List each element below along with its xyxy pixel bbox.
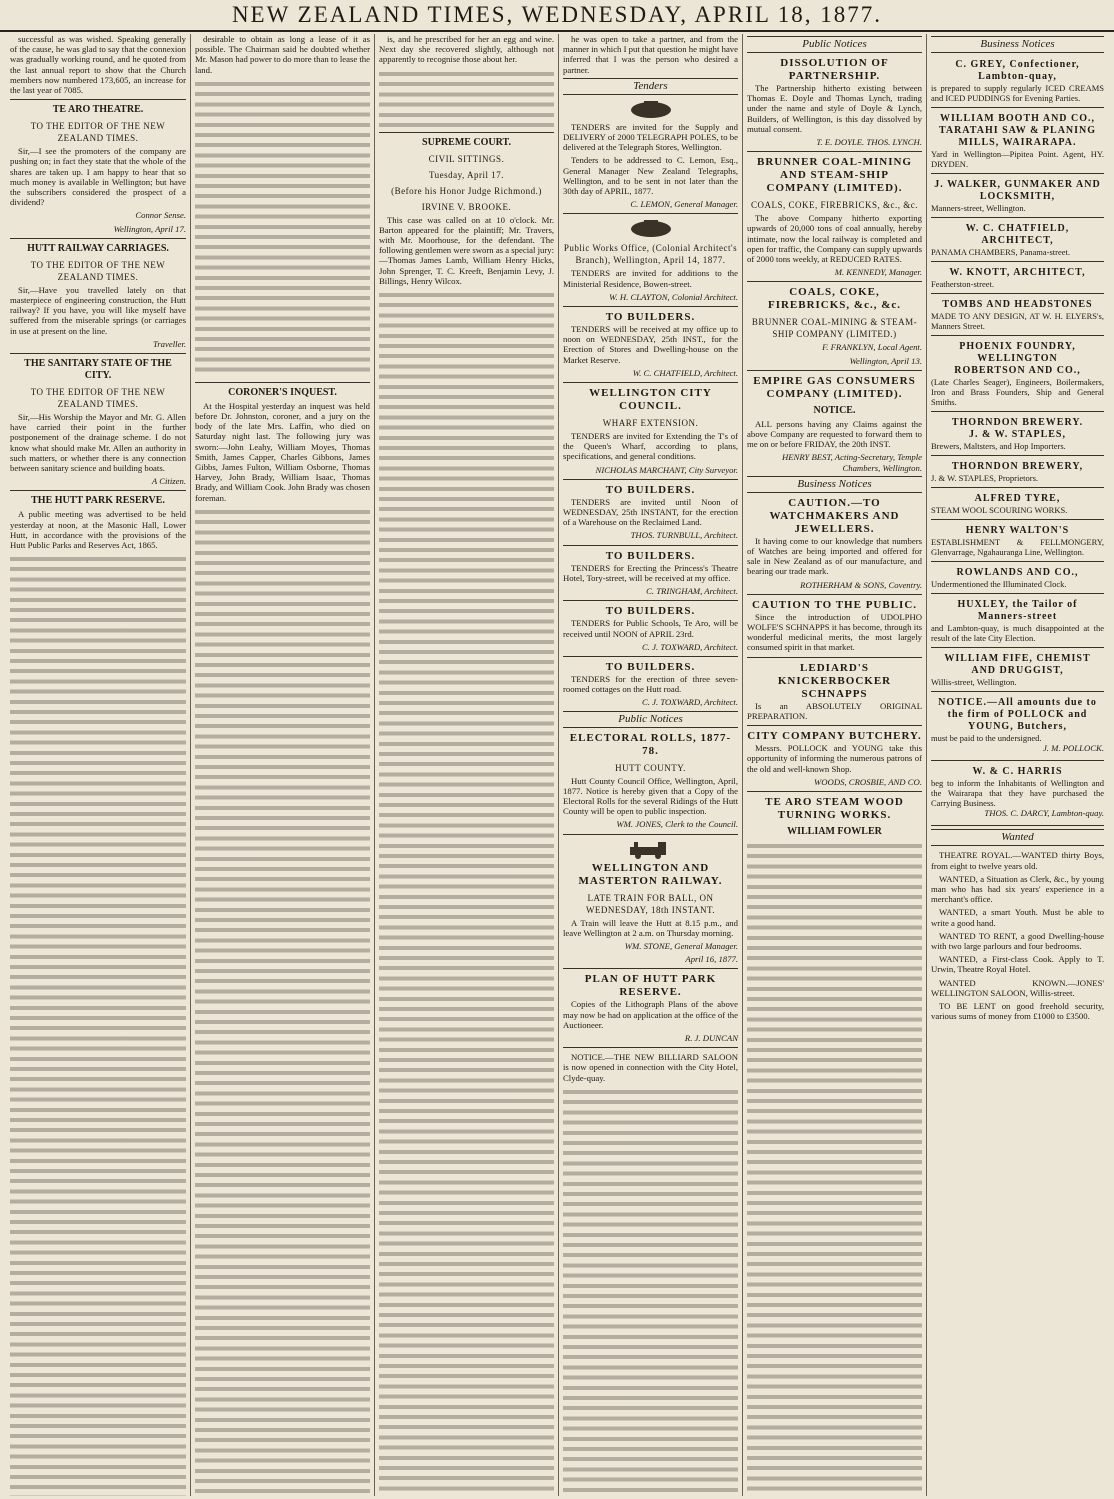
hutt-railway-signature: Traveller. — [152, 338, 186, 349]
body-text-block — [195, 506, 370, 1496]
wanted-section-header: Wanted — [931, 829, 1104, 846]
crest-icon — [563, 218, 738, 238]
ad-huxley — [931, 597, 1104, 648]
business-notices-section-header: Business Notices — [747, 476, 922, 493]
public-notices-section-header: Public Notices — [747, 36, 922, 53]
sanitary-signature: A Citizen. — [151, 476, 186, 487]
wood-turning-heading: TE ARO STEAM WOOD TURNING WORKS. — [765, 795, 904, 821]
columns — [6, 34, 1108, 1496]
ad-body: STEAM WOOL SCOURING WORKS. — [931, 505, 1068, 515]
ad-title: NOTICE.—All amounts due to the firm of POLLOCK and YOUNG, Butchers, — [938, 697, 1097, 732]
empire-subheading: NOTICE. — [813, 404, 856, 416]
court-case: IRVINE V. BROOKE. — [421, 201, 512, 212]
locomotive-icon — [563, 839, 738, 859]
masthead-title: NEW ZEALAND TIMES, WEDNESDAY, APRIL 18, 1877. — [231, 2, 883, 27]
plan-signature: R. J. DUNCAN — [684, 1032, 738, 1043]
ad-chatfield — [931, 221, 1104, 262]
lediard-body: Is an ABSOLUTELY ORIGINAL PREPARATION. — [747, 700, 922, 721]
col4-intro: he was open to take a partner, and from the manner in which I put that question he might have inferred that I was the person who desired a partner. — [563, 34, 738, 75]
ad-title: WILLIAM FIFE, CHEMIST AND DRUGGIST, — [944, 653, 1091, 676]
builders2-heading: TO BUILDERS. — [605, 483, 696, 496]
railway-body: A Train will leave the Hutt at 8.15 p.m., and leave Wellington at 2 a.m. on Thursday morning. — [563, 917, 738, 938]
rolls-subheading: HUTT COUNTY. — [615, 762, 686, 773]
hutt-park-heading: THE HUTT PARK RESERVE. — [31, 495, 165, 507]
te-aro-signature: Connor Sense. — [135, 210, 186, 221]
body-text-block — [379, 289, 554, 1496]
ad-subtitle: J. & W. STAPLES, — [969, 429, 1066, 440]
divider — [195, 382, 370, 383]
wanted-item: WANTED, a First-class Cook. Apply to T. Urwin, Theatre Royal Hotel. — [931, 954, 1104, 975]
body-text-block — [379, 68, 554, 128]
divider — [563, 545, 738, 546]
public-notices-section-header: Public Notices — [563, 711, 738, 728]
ad-title: W. KNOTT, ARCHITECT, — [949, 267, 1086, 278]
ad-gunmaker — [931, 177, 1104, 218]
ad-title: HENRY WALTON'S — [965, 525, 1070, 536]
ad-confectioner — [931, 57, 1104, 108]
tender2-body: TENDERS are invited for additions to the Ministerial Residence, Bowen-street. — [563, 268, 738, 289]
ad-title: THORNDON BREWERY, — [951, 461, 1084, 472]
butchery-heading: CITY COMPANY BUTCHERY. — [747, 730, 922, 743]
court-body: This case was called on at 10 o'clock. Mr. Barton appeared for the plaintiff; Mr. Travers, with Mr. Moorhouse, for the defendant. The following gentlemen were sworn as a special jury:—Thomas James Lamb, William Henry Hicks, John Sprenger, T. C. Kreeft, Benjamin Levy, J. Billings, Henry Wilcox. — [379, 214, 554, 286]
divider — [747, 657, 922, 658]
column-1 — [6, 34, 190, 1496]
wanted-item: WANTED KNOWN.—JONES' WELLINGTON SALOON, Willis-street. — [931, 977, 1104, 998]
brunner-signature: M. KENNEDY, Manager. — [834, 267, 922, 278]
ad-title: TOMBS AND HEADSTONES — [942, 299, 1093, 310]
tender1-signature: C. LEMON, General Manager. — [630, 199, 738, 210]
plan-heading: PLAN OF HUTT PARK RESERVE. — [584, 973, 717, 999]
ad-knott — [931, 265, 1104, 294]
empire-signature: HENRY BEST, Acting-Secretary, Temple Chambers, Wellington. — [781, 452, 922, 473]
divider — [10, 490, 186, 491]
te-aro-body: Sir,—I see the promoters of the company are pushing on; in fact they state that the whole of the shares are taken up. I am happy to hear that so much money is available in Wellington; but have the subscribers considered the prospect of a dividend? — [10, 146, 186, 208]
divider — [10, 353, 186, 354]
butchery-signature: WOODS, CROSBIE, AND CO. — [814, 776, 922, 787]
court-heading: SUPREME COURT. — [422, 136, 511, 148]
divider — [747, 151, 922, 152]
ad-title: HUXLEY, the Tailor of Manners-street — [957, 599, 1078, 622]
caution2-heading: CAUTION TO THE PUBLIC. — [751, 598, 918, 611]
wanted-item: WANTED TO RENT, a good Dwelling-house with two large parlours and four bedrooms. — [931, 930, 1104, 952]
wanted-item: WANTED, a smart Youth. Must be able to write a good hand. — [931, 907, 1104, 928]
divider — [563, 968, 738, 969]
council-signature: NICHOLAS MARCHANT, City Surveyor. — [595, 464, 738, 475]
wanted-item: THEATRE ROYAL.—WANTED thirty Boys, from eight to twelve years old. — [931, 850, 1104, 871]
builders5-body: TENDERS for the erection of three seven-roomed cottages on the Hutt road. — [563, 673, 738, 695]
ad-body: ESTABLISHMENT & FELLMONGERY, Glenvarrage, Ngahauranga Line, Wellington. — [931, 537, 1104, 557]
col2-intro: desirable to obtain as long a lease of it as possible. The Chairman said he doubted whether Mr. Mason had power to do more than to lease the land. — [195, 34, 370, 75]
billiard-notice: NOTICE.—THE NEW BILLIARD SALOON is now opened in connection with the City Hotel, Clyde-quay. — [563, 1052, 738, 1083]
builders4-heading: TO BUILDERS. — [605, 605, 696, 618]
divider — [563, 479, 738, 480]
ad-fife — [931, 651, 1104, 692]
ad-title: ROWLANDS AND CO., — [956, 567, 1079, 578]
sanitary-heading: THE SANITARY STATE OF THE CITY. — [24, 358, 172, 382]
divider — [563, 600, 738, 601]
ad-booth — [931, 111, 1104, 174]
council-subheading: WHARF EXTENSION. — [602, 418, 699, 429]
railway-subheading: LATE TRAIN FOR BALL, ON WEDNESDAY, 18th INSTANT. — [585, 892, 716, 915]
col1-intro: successful as was wished. Speaking generally of the cause, he was glad to say that the connexion was gradually working round, and he quoted from the last annual report to show that the Church members now numbered 173,605, an increase for the last year of 7085. — [10, 34, 186, 96]
wanted-item: WANTED, a Situation as Clerk, &c., by young man who has had six years' experience in a merchant's office. — [931, 873, 1104, 905]
column-4 — [558, 34, 742, 1496]
plan-body: Copies of the Lithograph Plans of the above may now be had on application at the office of the Auctioneer. — [563, 999, 738, 1030]
body-text-block — [10, 553, 186, 1496]
builders4-body: TENDERS for Public Schools, Te Aro, will be received until NOON of APRIL 23rd. — [563, 618, 738, 639]
dissolution-heading: DISSOLUTION OF PARTNERSHIP. — [780, 57, 889, 82]
ad-thorndon-brewery-2 — [931, 459, 1104, 488]
ad-walton — [931, 523, 1104, 562]
hutt-railway-heading: HUTT RAILWAY CARRIAGES. — [27, 242, 169, 254]
builders4-signature: C. J. TOXWARD, Architect. — [642, 641, 738, 652]
coroner-body: At the Hospital yesterday an inquest was held before Dr. Johnston, coroner, and a jury on the body of the late Mrs. Laffin, who died on Saturday night last. The following jury was sworn:—John Leahy, William Moyes, Thomas Smith, James Capper, Charles Gibbons, James Gibbs, James Fulton, William Osborne, Thomas Harvey, John Brady, William Isaac, Thomas Brady, and William Cook. John Brady was chosen foreman. — [195, 400, 370, 503]
builders-signature: W. C. CHATFIELD, Architect. — [632, 367, 738, 378]
railway-heading: WELLINGTON AND MASTERTON RAILWAY. — [578, 861, 723, 887]
ad-body: PANAMA CHAMBERS, Panama-street. — [931, 247, 1070, 257]
coals-signature: F. FRANKLYN, Local Agent. — [822, 342, 922, 353]
empire-body: ALL persons having any Claims against the above Company are requested to forward them to me on or before FRIDAY, the 20th INST. — [747, 418, 922, 450]
column-6 — [926, 34, 1108, 1496]
ad-title: WILLIAM BOOTH AND CO., — [939, 113, 1096, 124]
divider — [747, 791, 922, 792]
builders3-heading: TO BUILDERS. — [605, 549, 696, 562]
ad-signature: THOS. C. DARCY, Lambton-quay. — [984, 808, 1104, 819]
court-judge: (Before his Honor Judge Richmond.) — [391, 185, 542, 196]
coroner-heading: CORONER'S INQUEST. — [228, 386, 337, 398]
ad-subtitle: TARATAHI SAW & PLANING MILLS, WAIRARAPA. — [938, 125, 1097, 148]
caution-heading: CAUTION.—TO WATCHMAKERS AND JEWELLERS. — [769, 496, 900, 535]
coals-subheading: BRUNNER COAL-MINING & STEAM-SHIP COMPANY (LIMITED.) — [751, 317, 918, 340]
ad-body: and Lambton-quay, is much disappointed at the result of the late City Election. — [931, 623, 1104, 643]
coals-date: Wellington, April 13. — [849, 355, 922, 366]
builders3-signature: C. TRINGHAM, Architect. — [646, 586, 738, 597]
ad-pollock — [931, 695, 1104, 761]
column-3 — [374, 34, 558, 1496]
empire-heading: EMPIRE GAS CONSUMERS COMPANY (LIMITED). — [753, 374, 916, 400]
butchery-body: Messrs. POLLOCK and YOUNG take this opportunity of informing the numerous patrons of the old and well-known Shop. — [747, 743, 922, 774]
rolls-signature: WM. JONES, Clerk to the Council. — [616, 819, 738, 830]
ad-title: PHOENIX FOUNDRY, WELLINGTON — [959, 341, 1076, 364]
dissolution-signature: T. E. DOYLE. THOS. LYNCH. — [816, 137, 922, 148]
tender2-signature: W. H. CLAYTON, Colonial Architect. — [609, 291, 738, 302]
hutt-railway-body: Sir,—Have you travelled lately on that masterpiece of engineering construction, the Hutt railway? If you have, you will like myself have suffered from the miserable springs (or carriages in use at present on the line. — [10, 284, 186, 336]
ad-phoenix-foundry — [931, 339, 1104, 412]
ad-body: (Late Charles Seager), Engineers, Boilermakers, Iron and Brass Founders, Ship and General Smiths. — [931, 377, 1104, 407]
caution2-body: Since the introduction of UDOLPHO WOLFE'S SCHNAPPS it has become, through its wonderful medicinal merits, the most largely consumed spirit in that market. — [747, 611, 922, 653]
masthead — [0, 0, 1114, 32]
hutt-to-editor: TO THE EDITOR OF THE NEW ZEALAND TIMES. — [30, 259, 166, 282]
ad-tyre — [931, 491, 1104, 520]
divider — [747, 281, 922, 282]
lediard-heading: LEDIARD'S KNICKERBOCKER SCHNAPPS — [777, 661, 892, 700]
divider — [563, 306, 738, 307]
ad-body: Featherston-street. — [931, 279, 995, 289]
column-2 — [190, 34, 374, 1496]
ad-body: beg to inform the Inhabitants of Wellington and the Wairarapa that they have purchased the Carrying Business. — [931, 778, 1104, 809]
divider — [747, 370, 922, 371]
caution-body: It having come to our knowledge that numbers of Watches are being imported and offered for sale in New Zealand as of our manufacture, and bearing our trade mark. — [747, 535, 922, 577]
divider — [379, 132, 554, 133]
court-subheading: CIVIL SITTINGS. — [428, 153, 505, 164]
ad-body: MADE TO ANY DESIGN, AT W. H. ELYERS's, Manners Street. — [931, 311, 1104, 331]
tenders-section-header: Tenders — [563, 78, 738, 95]
railway-signature: WM. STONE, General Manager. — [624, 940, 738, 951]
ad-harris — [931, 764, 1104, 826]
council-heading: WELLINGTON CITY COUNCIL. — [589, 387, 712, 413]
divider — [10, 238, 186, 239]
ad-subtitle: ROBERTSON AND CO., — [954, 365, 1081, 376]
ad-title: ALFRED TYRE, — [974, 493, 1061, 504]
body-text-block — [195, 78, 370, 378]
column-5 — [742, 34, 926, 1496]
builders5-signature: C. J. TOXWARD, Architect. — [642, 697, 738, 708]
ad-body: Brewers, Maltsters, and Hop Importers. — [931, 441, 1066, 451]
builders5-heading: TO BUILDERS. — [605, 660, 696, 673]
caution-signature: ROTHERHAM & SONS, Coventry. — [800, 579, 922, 590]
rolls-heading: ELECTORAL ROLLS, 1877-78. — [569, 731, 732, 757]
ad-title: J. WALKER, GUNMAKER AND LOCKSMITH, — [934, 179, 1101, 202]
brunner-heading: BRUNNER COAL-MINING AND STEAM-SHIP COMPANY (LIMITED). — [757, 156, 912, 195]
ad-title: C. GREY, Confectioner, Lambton-quay, — [955, 59, 1080, 82]
tender1-body: TENDERS are invited for the Supply and DELIVERY of 2000 TELEGRAPH POLES, to be delivered at the Telegraph Stores, Wellington. — [563, 121, 738, 153]
ad-title: THORNDON BREWERY. — [951, 417, 1084, 428]
ad-body: Undermentioned the Illuminated Clock. — [931, 579, 1067, 589]
ad-body: Manners-street, Wellington. — [931, 203, 1026, 213]
ad-rowlands — [931, 565, 1104, 594]
ad-title: W. & C. HARRIS — [972, 766, 1063, 778]
col3-intro: is, and he prescribed for her an egg and wine. Next day she recovered slightly, although not apparently to recognise those about her. — [379, 34, 554, 65]
ad-signature: J. M. POLLOCK. — [1042, 743, 1104, 753]
business-notices-section-header: Business Notices — [931, 36, 1104, 53]
hutt-park-body: A public meeting was advertised to be held yesterday at noon, at the Masonic Hall, Lower Hutt, in accordance with the provisions of the Hutt Public Parks and Reserves Act, 1865. — [10, 509, 186, 551]
ad-body: must be paid to the undersigned. — [931, 733, 1042, 743]
builders3-body: TENDERS for Erecting the Princess's Theatre Hotel, Tory-street, will be received at my office. — [563, 562, 738, 583]
divider — [747, 725, 922, 726]
ad-title: W. C. CHATFIELD, ARCHITECT, — [965, 223, 1070, 246]
railway-date: April 16, 1877. — [685, 954, 738, 965]
council-body: TENDERS are invited for Extending the T's of the Queen's Wharf, according to plans, specifications, and general conditions. — [563, 431, 738, 462]
wanted-item: TO BE LENT on good freehold security, various sums of money from £1000 to £3500. — [931, 1001, 1104, 1022]
sanitary-body: Sir,—His Worship the Mayor and Mr. G. Allen have carried their point in the further postponement of the drainage scheme. I do not know what should make Mr. Allen an authority in such matters, or whether there is any connection between sanitary science and building boats. — [10, 412, 186, 474]
builders2-signature: THOS. TURNBULL, Architect. — [630, 530, 738, 541]
te-aro-date: Wellington, April 17. — [113, 223, 186, 234]
ad-tombs — [931, 297, 1104, 336]
ad-body: J. & W. STAPLES, Proprietors. — [931, 473, 1038, 483]
builders-heading: TO BUILDERS. — [605, 311, 696, 324]
body-text-block — [563, 1086, 738, 1496]
brunner-subheading: COALS, COKE, FIREBRICKS, &c., &c. — [750, 200, 918, 211]
divider — [563, 213, 738, 214]
divider — [563, 1047, 738, 1048]
builders2-body: TENDERS are invited until Noon of WEDNESDAY, 25th INSTANT, for the erection of a Warehouse on the Reclaimed Land. — [563, 496, 738, 528]
dissolution-body: The Partnership hitherto existing between Thomas E. Doyle and Thomas Lynch, trading under the name and style of Doyle & Lynch, Builders, of Wellington, is this day dissolved by mutual consent. — [747, 83, 922, 134]
body-text-block — [747, 840, 922, 1496]
te-aro-heading: TE ARO THEATRE. — [52, 104, 144, 116]
ad-body: Willis-street, Wellington. — [931, 677, 1017, 687]
coals-heading: COALS, COKE, FIREBRICKS, &c., &c. — [767, 286, 902, 312]
divider — [747, 594, 922, 595]
te-aro-to-editor: TO THE EDITOR OF THE NEW ZEALAND TIMES. — [30, 121, 166, 144]
tender1-date: Tenders to be addressed to C. Lemon, Esq., General Manager New Zealand Telegraphs, Wellington, and to be sent in not later than the 30th day of APRIL, 1877. — [563, 155, 738, 197]
divider — [563, 656, 738, 657]
divider — [563, 834, 738, 835]
wood-turning-signature: WILLIAM FOWLER — [787, 825, 882, 837]
divider — [10, 99, 186, 100]
ad-body: is prepared to supply regularly ICED CREAMS and ICED PUDDINGS for Evening Parties. — [931, 83, 1104, 103]
tender2-heading: Public Works Office, (Colonial Architect's Branch), Wellington, April 14, 1877. — [563, 243, 738, 266]
ad-thorndon-brewery — [931, 415, 1104, 456]
rolls-body: Hutt County Council Office, Wellington, April, 1877. Notice is hereby given that a Copy of the Electoral Rolls for the several Ridings of the Hutt County will be open to public inspection. — [563, 775, 738, 817]
ad-body: Yard in Wellington—Pipitea Point. Agent, HY. DRYDEN. — [931, 149, 1104, 169]
court-date: Tuesday, April 17. — [428, 169, 505, 180]
brunner-body: The above Company hitherto exporting upwards of 20,000 tons of coal annually, hereby intimate, now the local railway is completed and open for traffic, the Company can supply upwards of 2000 tons weekly, at REDUCED RATES. — [747, 213, 922, 265]
divider — [563, 382, 738, 383]
builders-body: TENDERS will be received at my office up to noon on WEDNESDAY, 25th INST., for the Erection of Stores and Dwelling-house on the Market Reserve. — [563, 324, 738, 365]
sanitary-to-editor: TO THE EDITOR OF THE NEW ZEALAND TIMES. — [30, 387, 166, 410]
telegraph-crest-icon — [563, 99, 738, 119]
